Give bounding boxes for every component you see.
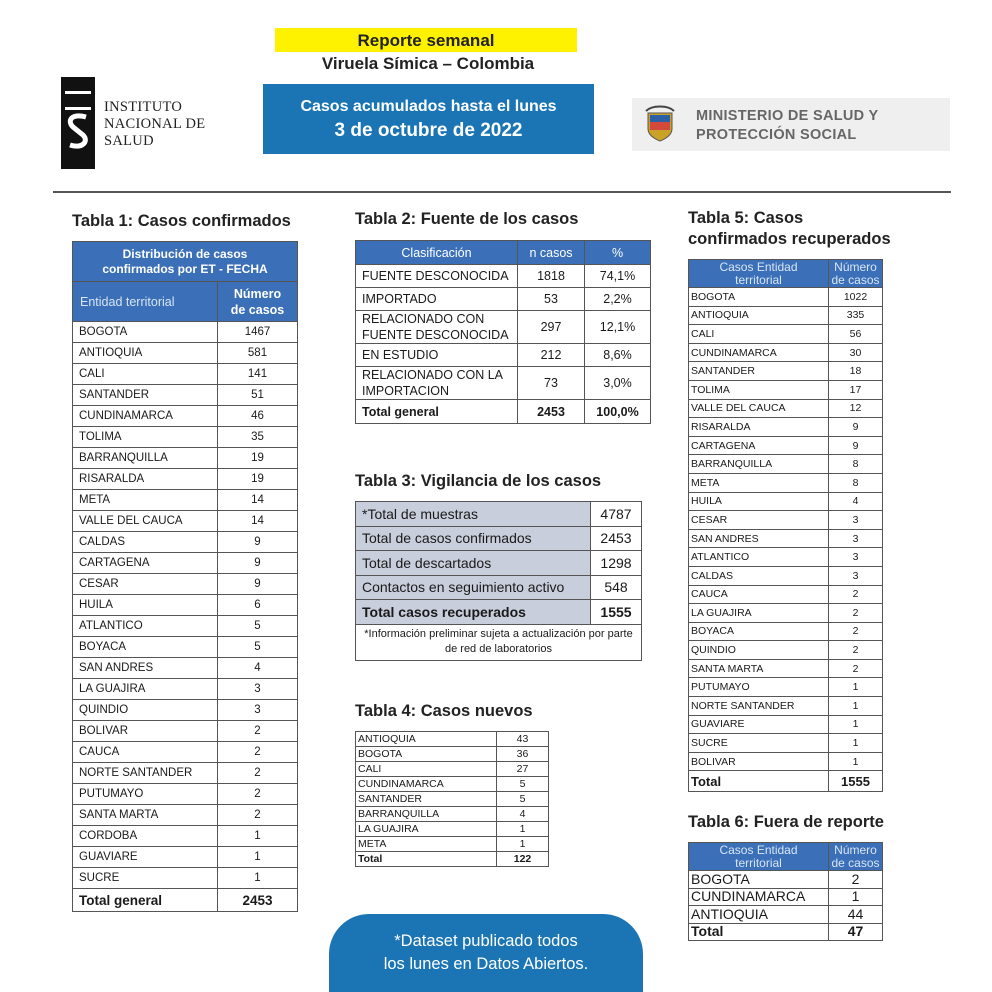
tabla1-cell-2: 3 — [218, 700, 298, 721]
tabla1-row — [73, 868, 298, 889]
tabla5-row — [689, 473, 883, 492]
tabla5-row — [689, 362, 883, 381]
ministry-logo — [632, 98, 950, 151]
tabla1-col2-header — [218, 282, 298, 322]
tabla2-cell-2: 73 — [518, 367, 585, 400]
tabla5-row — [689, 325, 883, 344]
tabla1-header-top — [73, 242, 298, 282]
tabla2-cell-2: 53 — [518, 288, 585, 311]
tabla5-cell-2: 30 — [829, 343, 883, 362]
tabla1-cell-1: VALLE DEL CAUCA — [73, 511, 218, 532]
tabla5-row — [689, 548, 883, 567]
ins-name — [104, 99, 205, 150]
tabla2-row — [356, 265, 651, 288]
tabla6-total-value: 47 — [829, 923, 883, 941]
tabla1-cell-1: BOGOTA — [73, 322, 218, 343]
tabla4-total-label: Total — [356, 852, 497, 867]
tabla1-cell-2: 1 — [218, 847, 298, 868]
tabla6-col1-header-line2: territorial — [735, 855, 782, 870]
tabla1-cell-1: HUILA — [73, 595, 218, 616]
ministry-name-line1: MINISTERIO DE SALUD Y — [696, 108, 879, 124]
tabla5-row — [689, 343, 883, 362]
tabla4-cell-2: 5 — [497, 792, 549, 807]
tabla1-row — [73, 805, 298, 826]
tabla1-header-top-line2: confirmados por ET - FECHA — [102, 261, 268, 276]
tabla5-cell-2: 3 — [829, 529, 883, 548]
tabla1-row — [73, 595, 298, 616]
ministry-name-line2: PROTECCIÓN SOCIAL — [696, 127, 857, 143]
tabla2-table — [355, 240, 651, 424]
tabla1-row — [73, 616, 298, 637]
tabla2-title: Tabla 2: Fuente de los casos — [355, 210, 579, 228]
tabla2-col2-header: n casos — [518, 241, 585, 265]
tabla4-body — [356, 732, 549, 852]
tabla3-title: Tabla 3: Vigilancia de los casos — [355, 472, 602, 490]
tabla5-cell-1: BOGOTA — [689, 288, 829, 307]
tabla2-total-percent: 100,0% — [585, 400, 651, 424]
tabla1-cell-2: 14 — [218, 490, 298, 511]
tabla1-cell-2: 9 — [218, 553, 298, 574]
tabla5-cell-2: 1 — [829, 678, 883, 697]
tabla1-row — [73, 343, 298, 364]
tabla1-cell-2: 35 — [218, 427, 298, 448]
tabla1-row — [73, 763, 298, 784]
tabla1-cell-1: SANTA MARTA — [73, 805, 218, 826]
tabla5-cell-1: LA GUAJIRA — [689, 604, 829, 623]
tabla5-title-line2: confirmados recuperados — [688, 230, 891, 248]
tabla1-row — [73, 826, 298, 847]
report-subtitle: Viruela Símica – Colombia — [321, 54, 535, 73]
tabla2-cell-1: RELACIONADO CON LA IMPORTACION — [356, 367, 518, 400]
ins-s-logo-icon — [61, 77, 95, 169]
tabla4-cell-1: ANTIOQUIA — [356, 732, 497, 747]
tabla5-row — [689, 399, 883, 418]
tabla1-cell-1: PUTUMAYO — [73, 784, 218, 805]
tabla5-cell-1: SAN ANDRES — [689, 529, 829, 548]
tabla1-cell-2: 2 — [218, 784, 298, 805]
tabla3-cell-2: 4787 — [591, 502, 642, 527]
tabla4-cell-1: BOGOTA — [356, 747, 497, 762]
tabla1-row — [73, 448, 298, 469]
tabla3-cell-1: *Total de muestras — [356, 502, 591, 527]
tabla5-cell-2: 1 — [829, 697, 883, 716]
tabla5-cell-2: 3 — [829, 566, 883, 585]
tabla1-cell-2: 4 — [218, 658, 298, 679]
tabla5-cell-2: 18 — [829, 362, 883, 381]
tabla2-total-count: 2453 — [518, 400, 585, 424]
tabla1-row — [73, 532, 298, 553]
tabla4-cell-2: 1 — [497, 822, 549, 837]
ministry-name — [696, 107, 878, 145]
tabla2-cell-1: FUENTE DESCONOCIDA — [356, 265, 518, 288]
tabla4-cell-2: 1 — [497, 837, 549, 852]
tabla5-title — [688, 208, 891, 250]
tabla1-cell-2: 3 — [218, 679, 298, 700]
tabla5-col1-header-line2: territorial — [735, 272, 782, 287]
tabla5-row — [689, 641, 883, 660]
tabla3-total-label: Total casos recuperados — [356, 600, 591, 625]
tabla4-row — [356, 792, 549, 807]
tabla1-row — [73, 574, 298, 595]
tabla4-row — [356, 747, 549, 762]
tabla1-cell-1: CAUCA — [73, 742, 218, 763]
tabla5-row — [689, 418, 883, 437]
tabla1-cell-1: SUCRE — [73, 868, 218, 889]
tabla2-row — [356, 288, 651, 311]
tabla5-cell-2: 2 — [829, 604, 883, 623]
tabla2-cell-2: 212 — [518, 344, 585, 367]
tabla1-cell-1: ATLANTICO — [73, 616, 218, 637]
tabla5-row — [689, 306, 883, 325]
tabla1-row — [73, 490, 298, 511]
tabla2-cell-2: 297 — [518, 311, 585, 344]
tabla2-row — [356, 367, 651, 400]
tabla1-cell-2: 1467 — [218, 322, 298, 343]
tabla2-col3-header: % — [585, 241, 651, 265]
tabla3-row — [356, 502, 642, 527]
tabla5-cell-1: QUINDIO — [689, 641, 829, 660]
tabla3-note: *Información preliminar sujeta a actualización por parte de red de laboratorios — [356, 624, 642, 660]
tabla5-cell-2: 12 — [829, 399, 883, 418]
tabla1-cell-1: NORTE SANTANDER — [73, 763, 218, 784]
tabla1-cell-2: 141 — [218, 364, 298, 385]
tabla5-row — [689, 752, 883, 771]
tabla5-cell-2: 2 — [829, 585, 883, 604]
tabla5-cell-2: 1 — [829, 734, 883, 753]
tabla5-cell-1: RISARALDA — [689, 418, 829, 437]
tabla3-cell-2: 548 — [591, 575, 642, 600]
tabla3-cell-1: Total de descartados — [356, 551, 591, 576]
tabla1-row — [73, 553, 298, 574]
tabla6-body — [689, 871, 883, 924]
tabla4-cell-2: 4 — [497, 807, 549, 822]
tabla5-cell-2: 2 — [829, 641, 883, 660]
tabla1-total-value: 2453 — [218, 889, 298, 912]
tabla4-table — [355, 731, 549, 867]
tabla1-row — [73, 406, 298, 427]
tabla5-cell-1: META — [689, 473, 829, 492]
tabla5-cell-2: 9 — [829, 418, 883, 437]
tabla5-cell-2: 335 — [829, 306, 883, 325]
tabla4-cell-1: LA GUAJIRA — [356, 822, 497, 837]
tabla3-row — [356, 575, 642, 600]
tabla1-cell-1: TOLIMA — [73, 427, 218, 448]
tabla4-cell-1: META — [356, 837, 497, 852]
tabla5-row — [689, 529, 883, 548]
tabla6-row — [689, 906, 883, 924]
tabla4-total-value: 122 — [497, 852, 549, 867]
tabla4-row — [356, 837, 549, 852]
tabla5-row — [689, 492, 883, 511]
tabla6-cell-2: 2 — [829, 871, 883, 889]
tabla5-cell-1: TOLIMA — [689, 380, 829, 399]
tabla4-cell-1: SANTANDER — [356, 792, 497, 807]
tabla5-cell-1: CAUCA — [689, 585, 829, 604]
tabla3-row — [356, 551, 642, 576]
tabla6-table — [688, 842, 883, 941]
tabla5-cell-1: PUTUMAYO — [689, 678, 829, 697]
dataset-banner — [329, 914, 643, 992]
tabla4-cell-1: CUNDINAMARCA — [356, 777, 497, 792]
tabla1-header-top-line1: Distribución de casos — [122, 246, 248, 261]
tabla1-cell-2: 9 — [218, 532, 298, 553]
dataset-banner-line1: *Dataset publicado todos — [394, 932, 578, 950]
tabla1-row — [73, 658, 298, 679]
tabla5-cell-1: VALLE DEL CAUCA — [689, 399, 829, 418]
tabla2-body — [356, 265, 651, 400]
tabla3-body — [356, 502, 642, 600]
tabla1-table — [72, 241, 298, 912]
tabla6-cell-2: 44 — [829, 906, 883, 924]
tabla5-cell-2: 1022 — [829, 288, 883, 307]
tabla5-cell-1: ATLANTICO — [689, 548, 829, 567]
tabla1-row — [73, 784, 298, 805]
tabla5-row — [689, 734, 883, 753]
tabla5-col2-header-line2: de casos — [831, 272, 880, 287]
dataset-banner-line2: los lunes en Datos Abiertos. — [383, 955, 589, 973]
tabla1-row — [73, 637, 298, 658]
tabla6-row — [689, 871, 883, 889]
tabla5-cell-1: SANTA MARTA — [689, 659, 829, 678]
tabla5-row — [689, 511, 883, 530]
tabla5-cell-1: HUILA — [689, 492, 829, 511]
tabla4-row — [356, 777, 549, 792]
tabla1-row — [73, 700, 298, 721]
colombia-coat-of-arms-icon — [642, 105, 678, 143]
tabla5-cell-1: BOYACA — [689, 622, 829, 641]
tabla4-cell-1: BARRANQUILLA — [356, 807, 497, 822]
tabla1-cell-1: QUINDIO — [73, 700, 218, 721]
ins-name-line1: INSTITUTO — [104, 99, 183, 115]
tabla5-cell-2: 56 — [829, 325, 883, 344]
tabla1-row — [73, 322, 298, 343]
tabla5-col2-header-line1: Número — [834, 259, 877, 274]
tabla1-cell-1: RISARALDA — [73, 469, 218, 490]
tabla5-cell-1: BOLIVAR — [689, 752, 829, 771]
tabla1-cell-1: META — [73, 490, 218, 511]
tabla5-cell-1: BARRANQUILLA — [689, 455, 829, 474]
tabla5-table — [688, 259, 883, 792]
tabla5-row — [689, 288, 883, 307]
tabla5-cell-1: CUNDINAMARCA — [689, 343, 829, 362]
tabla1-cell-1: CALDAS — [73, 532, 218, 553]
tabla5-cell-1: CALI — [689, 325, 829, 344]
tabla2-cell-1: IMPORTADO — [356, 288, 518, 311]
tabla2-cell-2: 1818 — [518, 265, 585, 288]
tabla6-cell-1: BOGOTA — [689, 871, 829, 889]
tabla1-cell-2: 1 — [218, 868, 298, 889]
date-banner-line1: Casos acumulados hasta el lunes — [300, 98, 557, 115]
tabla1-cell-2: 5 — [218, 616, 298, 637]
tabla4-row — [356, 807, 549, 822]
tabla1-cell-2: 14 — [218, 511, 298, 532]
tabla5-cell-2: 3 — [829, 548, 883, 567]
tabla1-row — [73, 742, 298, 763]
tabla6-col2-header-line2: de casos — [831, 855, 880, 870]
tabla1-cell-1: CARTAGENA — [73, 553, 218, 574]
tabla3-cell-1: Contactos en seguimiento activo — [356, 575, 591, 600]
tabla5-total-label: Total — [689, 771, 829, 792]
tabla6-cell-2: 1 — [829, 888, 883, 906]
tabla5-cell-1: CARTAGENA — [689, 436, 829, 455]
tabla5-row — [689, 715, 883, 734]
header-divider — [53, 191, 951, 193]
tabla5-cell-1: SANTANDER — [689, 362, 829, 381]
tabla1-cell-2: 2 — [218, 805, 298, 826]
tabla1-cell-1: CORDOBA — [73, 826, 218, 847]
tabla1-col1-header: Entidad territorial — [73, 282, 218, 322]
tabla1-row — [73, 469, 298, 490]
tabla6-cell-1: ANTIOQUIA — [689, 906, 829, 924]
tabla4-cell-2: 36 — [497, 747, 549, 762]
tabla2-cell-3: 2,2% — [585, 288, 651, 311]
tabla5-row — [689, 604, 883, 623]
tabla5-cell-2: 8 — [829, 473, 883, 492]
tabla5-row — [689, 697, 883, 716]
tabla1-cell-2: 581 — [218, 343, 298, 364]
tabla1-row — [73, 427, 298, 448]
tabla5-body — [689, 288, 883, 771]
tabla5-row — [689, 622, 883, 641]
tabla5-cell-2: 8 — [829, 455, 883, 474]
tabla3-cell-2: 1298 — [591, 551, 642, 576]
tabla3-table — [355, 501, 642, 661]
tabla5-row — [689, 659, 883, 678]
tabla2-cell-1: RELACIONADO CON FUENTE DESCONOCIDA — [356, 311, 518, 344]
tabla6-col1-header-line1: Casos Entidad — [719, 842, 798, 857]
tabla4-cell-1: CALI — [356, 762, 497, 777]
tabla2-cell-1: EN ESTUDIO — [356, 344, 518, 367]
tabla1-cell-1: CALI — [73, 364, 218, 385]
tabla5-cell-1: CALDAS — [689, 566, 829, 585]
tabla1-cell-1: CUNDINAMARCA — [73, 406, 218, 427]
tabla3-cell-1: Total de casos confirmados — [356, 526, 591, 551]
tabla1-cell-1: BOLIVAR — [73, 721, 218, 742]
tabla1-title: Tabla 1: Casos confirmados — [72, 212, 291, 230]
tabla5-col1-header-line1: Casos Entidad — [719, 259, 798, 274]
tabla5-total-value: 1555 — [829, 771, 883, 792]
tabla6-cell-1: CUNDINAMARCA — [689, 888, 829, 906]
tabla5-cell-1: CESAR — [689, 511, 829, 530]
tabla1-cell-2: 1 — [218, 826, 298, 847]
tabla1-body — [73, 322, 298, 889]
tabla2-col1-header: Clasificación — [356, 241, 518, 265]
tabla4-cell-2: 5 — [497, 777, 549, 792]
tabla5-cell-2: 1 — [829, 752, 883, 771]
tabla2-row — [356, 311, 651, 344]
tabla4-row — [356, 762, 549, 777]
tabla1-cell-2: 2 — [218, 742, 298, 763]
ins-name-line3: SALUD — [104, 133, 154, 149]
tabla6-col1-header — [689, 843, 829, 871]
tabla4-cell-2: 27 — [497, 762, 549, 777]
tabla5-col1-header — [689, 260, 829, 288]
tabla1-cell-2: 5 — [218, 637, 298, 658]
tabla5-cell-2: 17 — [829, 380, 883, 399]
tabla1-cell-1: BARRANQUILLA — [73, 448, 218, 469]
tabla5-row — [689, 455, 883, 474]
tabla1-cell-2: 19 — [218, 448, 298, 469]
tabla1-cell-1: LA GUAJIRA — [73, 679, 218, 700]
tabla4-title: Tabla 4: Casos nuevos — [355, 702, 533, 720]
tabla1-cell-1: CESAR — [73, 574, 218, 595]
tabla5-cell-2: 3 — [829, 511, 883, 530]
tabla1-cell-2: 2 — [218, 721, 298, 742]
date-banner-line2: 3 de octubre de 2022 — [334, 120, 523, 141]
tabla5-title-line1: Tabla 5: Casos — [688, 209, 804, 227]
tabla1-row — [73, 721, 298, 742]
tabla1-total-label: Total general — [73, 889, 218, 912]
tabla6-total-label: Total — [689, 923, 829, 941]
date-banner — [263, 84, 594, 154]
tabla1-row — [73, 511, 298, 532]
tabla1-cell-2: 19 — [218, 469, 298, 490]
tabla5-cell-1: GUAVIARE — [689, 715, 829, 734]
tabla6-col2-header-line1: Número — [834, 842, 877, 857]
tabla2-cell-3: 12,1% — [585, 311, 651, 344]
tabla5-col2-header — [829, 260, 883, 288]
tabla3-row — [356, 526, 642, 551]
tabla6-row — [689, 888, 883, 906]
report-title: Reporte semanal — [357, 31, 495, 50]
tabla2-cell-3: 8,6% — [585, 344, 651, 367]
tabla4-row — [356, 732, 549, 747]
tabla1-cell-2: 2 — [218, 763, 298, 784]
tabla5-cell-1: NORTE SANTANDER — [689, 697, 829, 716]
tabla2-cell-3: 3,0% — [585, 367, 651, 400]
tabla3-total-value: 1555 — [591, 600, 642, 625]
tabla5-cell-2: 1 — [829, 715, 883, 734]
tabla6-col2-header — [829, 843, 883, 871]
tabla2-total-label: Total general — [356, 400, 518, 424]
tabla1-row — [73, 847, 298, 868]
tabla6-title: Tabla 6: Fuera de reporte — [688, 813, 884, 831]
tabla1-col2-header-line2: de casos — [230, 302, 285, 317]
tabla1-cell-1: SAN ANDRES — [73, 658, 218, 679]
tabla1-cell-1: GUAVIARE — [73, 847, 218, 868]
tabla2-cell-3: 74,1% — [585, 265, 651, 288]
tabla5-row — [689, 585, 883, 604]
tabla5-cell-1: SUCRE — [689, 734, 829, 753]
tabla5-cell-2: 2 — [829, 622, 883, 641]
tabla4-row — [356, 822, 549, 837]
tabla3-cell-2: 2453 — [591, 526, 642, 551]
tabla1-cell-2: 46 — [218, 406, 298, 427]
tabla1-cell-2: 51 — [218, 385, 298, 406]
tabla4-cell-2: 43 — [497, 732, 549, 747]
tabla1-col2-header-line1: Número — [233, 286, 282, 301]
tabla5-cell-2: 9 — [829, 436, 883, 455]
tabla5-cell-2: 2 — [829, 659, 883, 678]
tabla5-row — [689, 566, 883, 585]
tabla1-row — [73, 679, 298, 700]
tabla2-row — [356, 344, 651, 367]
ins-name-line2: NACIONAL DE — [104, 116, 206, 132]
tabla5-row — [689, 678, 883, 697]
tabla1-row — [73, 385, 298, 406]
tabla1-row — [73, 364, 298, 385]
tabla1-cell-1: BOYACA — [73, 637, 218, 658]
tabla5-row — [689, 380, 883, 399]
tabla5-cell-1: ANTIOQUIA — [689, 306, 829, 325]
tabla5-row — [689, 436, 883, 455]
tabla5-cell-2: 4 — [829, 492, 883, 511]
tabla1-cell-1: ANTIOQUIA — [73, 343, 218, 364]
tabla1-cell-1: SANTANDER — [73, 385, 218, 406]
tabla1-cell-2: 9 — [218, 574, 298, 595]
tabla1-cell-2: 6 — [218, 595, 298, 616]
